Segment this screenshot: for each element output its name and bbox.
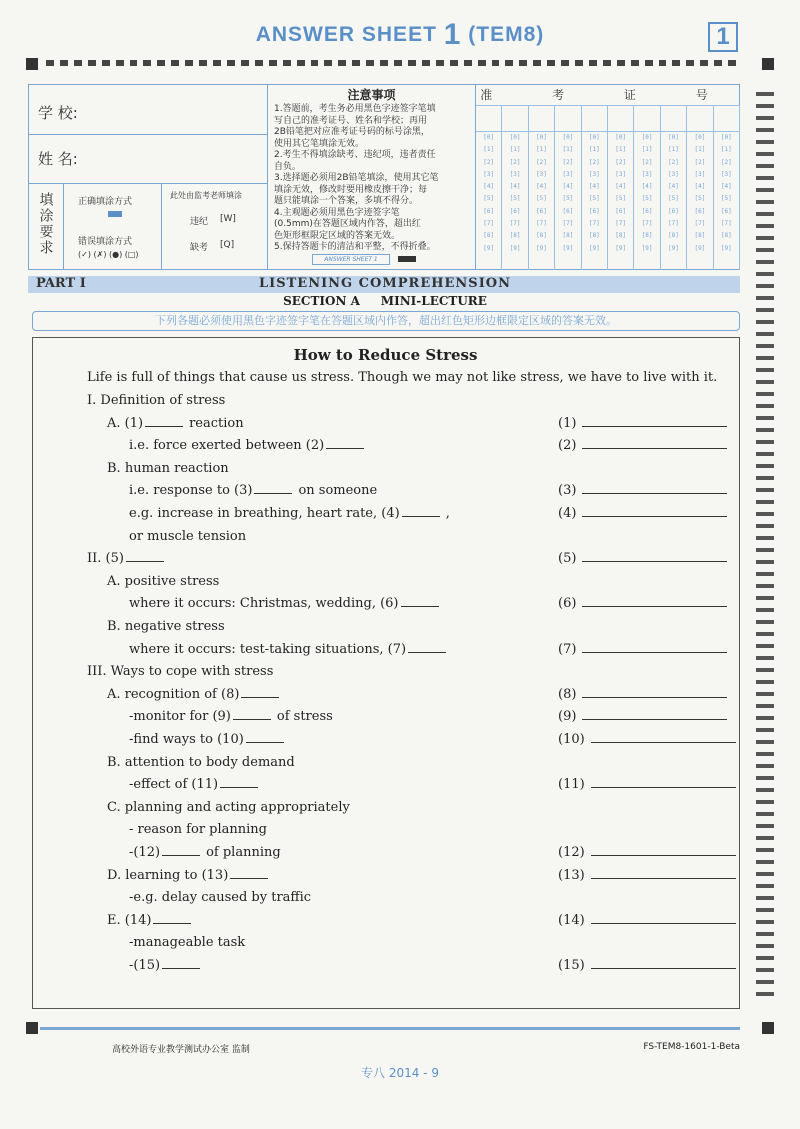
outline-blank — [401, 597, 439, 607]
absent-label: 缺考 — [190, 243, 209, 253]
part-title: LISTENING COMPREHENSION — [259, 276, 511, 291]
corner-mark — [762, 58, 774, 70]
violation-label: 违纪 — [190, 217, 209, 227]
outline-line: C. planning and acting appropriately — [107, 799, 350, 815]
outline-blank — [126, 552, 164, 562]
footer-line — [40, 1027, 740, 1030]
instruction-banner: 下列各题必须使用黑色字迹签字笔在答题区域内作答，超出红色矩形边框限定区域的答案无效。 — [32, 311, 740, 331]
answer-field[interactable]: (12) — [558, 845, 733, 860]
footer-center: 专八 2014 - 9 — [361, 1066, 439, 1080]
fill-req-label: 填涂要求 — [37, 192, 54, 256]
outline-line: E. (14) — [107, 913, 191, 928]
sheet-tag: ANSWER SHEET 1 — [312, 254, 390, 265]
outline-line: i.e. response to (3) on someone — [129, 483, 378, 499]
outline-blank — [402, 507, 440, 517]
proctor-area — [162, 184, 268, 270]
exam-id-write-boxes[interactable] — [476, 106, 740, 132]
outline-blank — [254, 484, 292, 494]
violation-checkbox[interactable]: [W] — [220, 214, 236, 224]
outline-blank — [220, 778, 258, 788]
outline-line: A. (1) reaction — [107, 415, 244, 431]
outline-line: i.e. force exerted between (2) — [129, 438, 364, 453]
answer-field[interactable]: (14) — [558, 913, 733, 928]
outline-line: I. Definition of stress — [87, 393, 226, 408]
outline-blank — [145, 417, 183, 427]
outline-blank — [153, 914, 191, 924]
notice-title: 注意事项 — [347, 88, 396, 102]
title-prefix: ANSWER SHEET — [255, 23, 437, 46]
outline-blank — [233, 710, 271, 720]
outline-line: -monitor for (9) of stress — [129, 709, 333, 725]
section-title: SECTION A MINI-LECTURE — [283, 294, 487, 308]
wrong-label: 错误填涂方式 — [78, 237, 133, 247]
outline-line: or muscle tension — [129, 528, 247, 544]
answer-field[interactable]: (5) — [558, 551, 733, 566]
title-suffix: (TEM8) — [468, 23, 545, 46]
outline-blank — [162, 959, 200, 969]
title-number: 1 — [443, 18, 462, 51]
sheet-title — [0, 18, 800, 52]
timing-marks-side — [756, 92, 774, 1012]
timing-marks-top — [46, 60, 736, 66]
outline-blank — [408, 643, 446, 653]
footer-left: 高校外语专业教学测试办公室 监制 — [112, 1045, 250, 1055]
fill-req-cell — [28, 184, 64, 270]
notice-text: 1.答题前，考生务必用黑色字迹签字笔填 写自己的准考证号、姓名和学校；再用 2B铅笔把对应准考证号码的标号涂黑， 使用其它笔填涂无效。 2.考生不得填涂缺考、违纪项，违者责任 自负。 3.选择题必须用2B铅笔填涂，使用其它笔 填涂无效，修改时要用橡皮擦干净；每 题只能填涂一个答案，多填不得分。 4.主观题必须用黑色字迹签字笔 (0.5mm)在答题区域内作答，超出红 色矩形框限定区域的答案无效。 5.保持答题卡的清洁和平整，不得折叠。 — [274, 104, 439, 252]
outline-line: A. recognition of (8) — [107, 687, 279, 702]
exam-id-bubbles[interactable]: [0] [1] [2] [3] [4] [5] [6] [7] [8] [9] [0] [1] [2] [3] [4] [5] [6] [7] [8] [9] [0] [1] [2] [3] [4] [5] [6] [7] [8] [9] [0] [1] [2] [3] [4] [5] [6] [7] [8] [9] [0] [1] [2] [3] [4] [5] [6] [7] [8] [9] [0] [1] [2] [3] [4] [5] [6] [7] [8] [9] [0] [1] [2] [3] [4] [5] [6] [7] [8] [9] [0] [1] [2] [3] [4] [5] [6] [7] [8] [9] [0] [1] [2] [3] [4] [5] [6] [7] [8] [9] [0] [1] [2] [3] [4] [5] [6] [7] [8] [9] — [476, 132, 740, 270]
answer-field[interactable]: (10) — [558, 732, 733, 747]
corner-mark — [762, 1022, 774, 1034]
proctor-label: 此处由监考老师填涂 — [170, 191, 242, 200]
fill-examples — [64, 184, 162, 270]
exam-id-grid[interactable] — [476, 84, 740, 270]
outline-line: -effect of (11) — [129, 777, 258, 792]
outline-line: -manageable task — [129, 935, 246, 951]
part-label: PART I — [36, 276, 86, 291]
outline-blank — [241, 688, 279, 698]
notice-area — [268, 84, 476, 270]
outline-line: -find ways to (10) — [129, 732, 284, 747]
answer-field[interactable]: (2) — [558, 438, 733, 453]
school-label: 学 校: — [38, 104, 78, 122]
answer-field[interactable]: (8) — [558, 687, 733, 702]
answer-field[interactable]: (11) — [558, 777, 733, 792]
outline-line: -(12) of planning — [129, 845, 281, 860]
outline-line: III. Ways to cope with stress — [87, 664, 274, 680]
outline-line: where it occurs: test-taking situations, (7) — [129, 642, 446, 657]
outline-line: - reason for planning — [129, 822, 267, 838]
answer-field[interactable]: (3) — [558, 483, 733, 498]
corner-mark — [26, 1022, 38, 1034]
outline-line: e.g. increase in breathing, heart rate, (4) , — [129, 506, 450, 521]
outline-line: B. human reaction — [107, 460, 229, 476]
answer-field[interactable]: (9) — [558, 709, 733, 724]
answer-field[interactable]: (1) — [558, 416, 733, 431]
answer-field[interactable]: (13) — [558, 868, 733, 883]
correct-mark-icon — [108, 211, 122, 217]
answer-field[interactable]: (15) — [558, 958, 733, 973]
outline-blank — [162, 846, 200, 856]
outline-line: -e.g. delay caused by traffic — [129, 890, 312, 906]
outline-blank — [326, 439, 364, 449]
answer-field[interactable]: (6) — [558, 596, 733, 611]
divider — [28, 134, 268, 135]
exam-id-label: 准 考 证 号 — [476, 84, 740, 106]
wrong-marks: (✓) (✗) (●) (□) — [78, 250, 139, 259]
lecture-intro: Life is full of things that cause us stress. Though we may not like stress, we have to live with it. — [87, 370, 718, 385]
correct-label: 正确填涂方式 — [78, 197, 133, 207]
answer-field[interactable]: (7) — [558, 642, 733, 657]
page-number-box: 1 — [708, 22, 738, 52]
name-label: 姓 名: — [38, 150, 78, 168]
answer-area[interactable] — [32, 337, 740, 1009]
sheet-tag-mark — [398, 256, 416, 262]
outline-line: II. (5) — [87, 551, 164, 566]
school-name-area — [28, 84, 268, 184]
outline-line: D. learning to (13) — [107, 868, 268, 883]
outline-line: A. positive stress — [107, 573, 220, 589]
lecture-title: How to Reduce Stress — [293, 346, 478, 364]
corner-mark — [26, 58, 38, 70]
outline-line: where it occurs: Christmas, wedding, (6) — [129, 596, 439, 611]
outline-blank — [230, 869, 268, 879]
footer-right: FS-TEM8-1601-1-Beta — [643, 1042, 740, 1052]
outline-line: B. attention to body demand — [107, 754, 295, 770]
outline-line: -(15) — [129, 958, 200, 973]
answer-field[interactable]: (4) — [558, 506, 733, 521]
outline-blank — [246, 733, 284, 743]
absent-checkbox[interactable]: [Q] — [220, 240, 235, 250]
outline-line: B. negative stress — [107, 619, 225, 634]
